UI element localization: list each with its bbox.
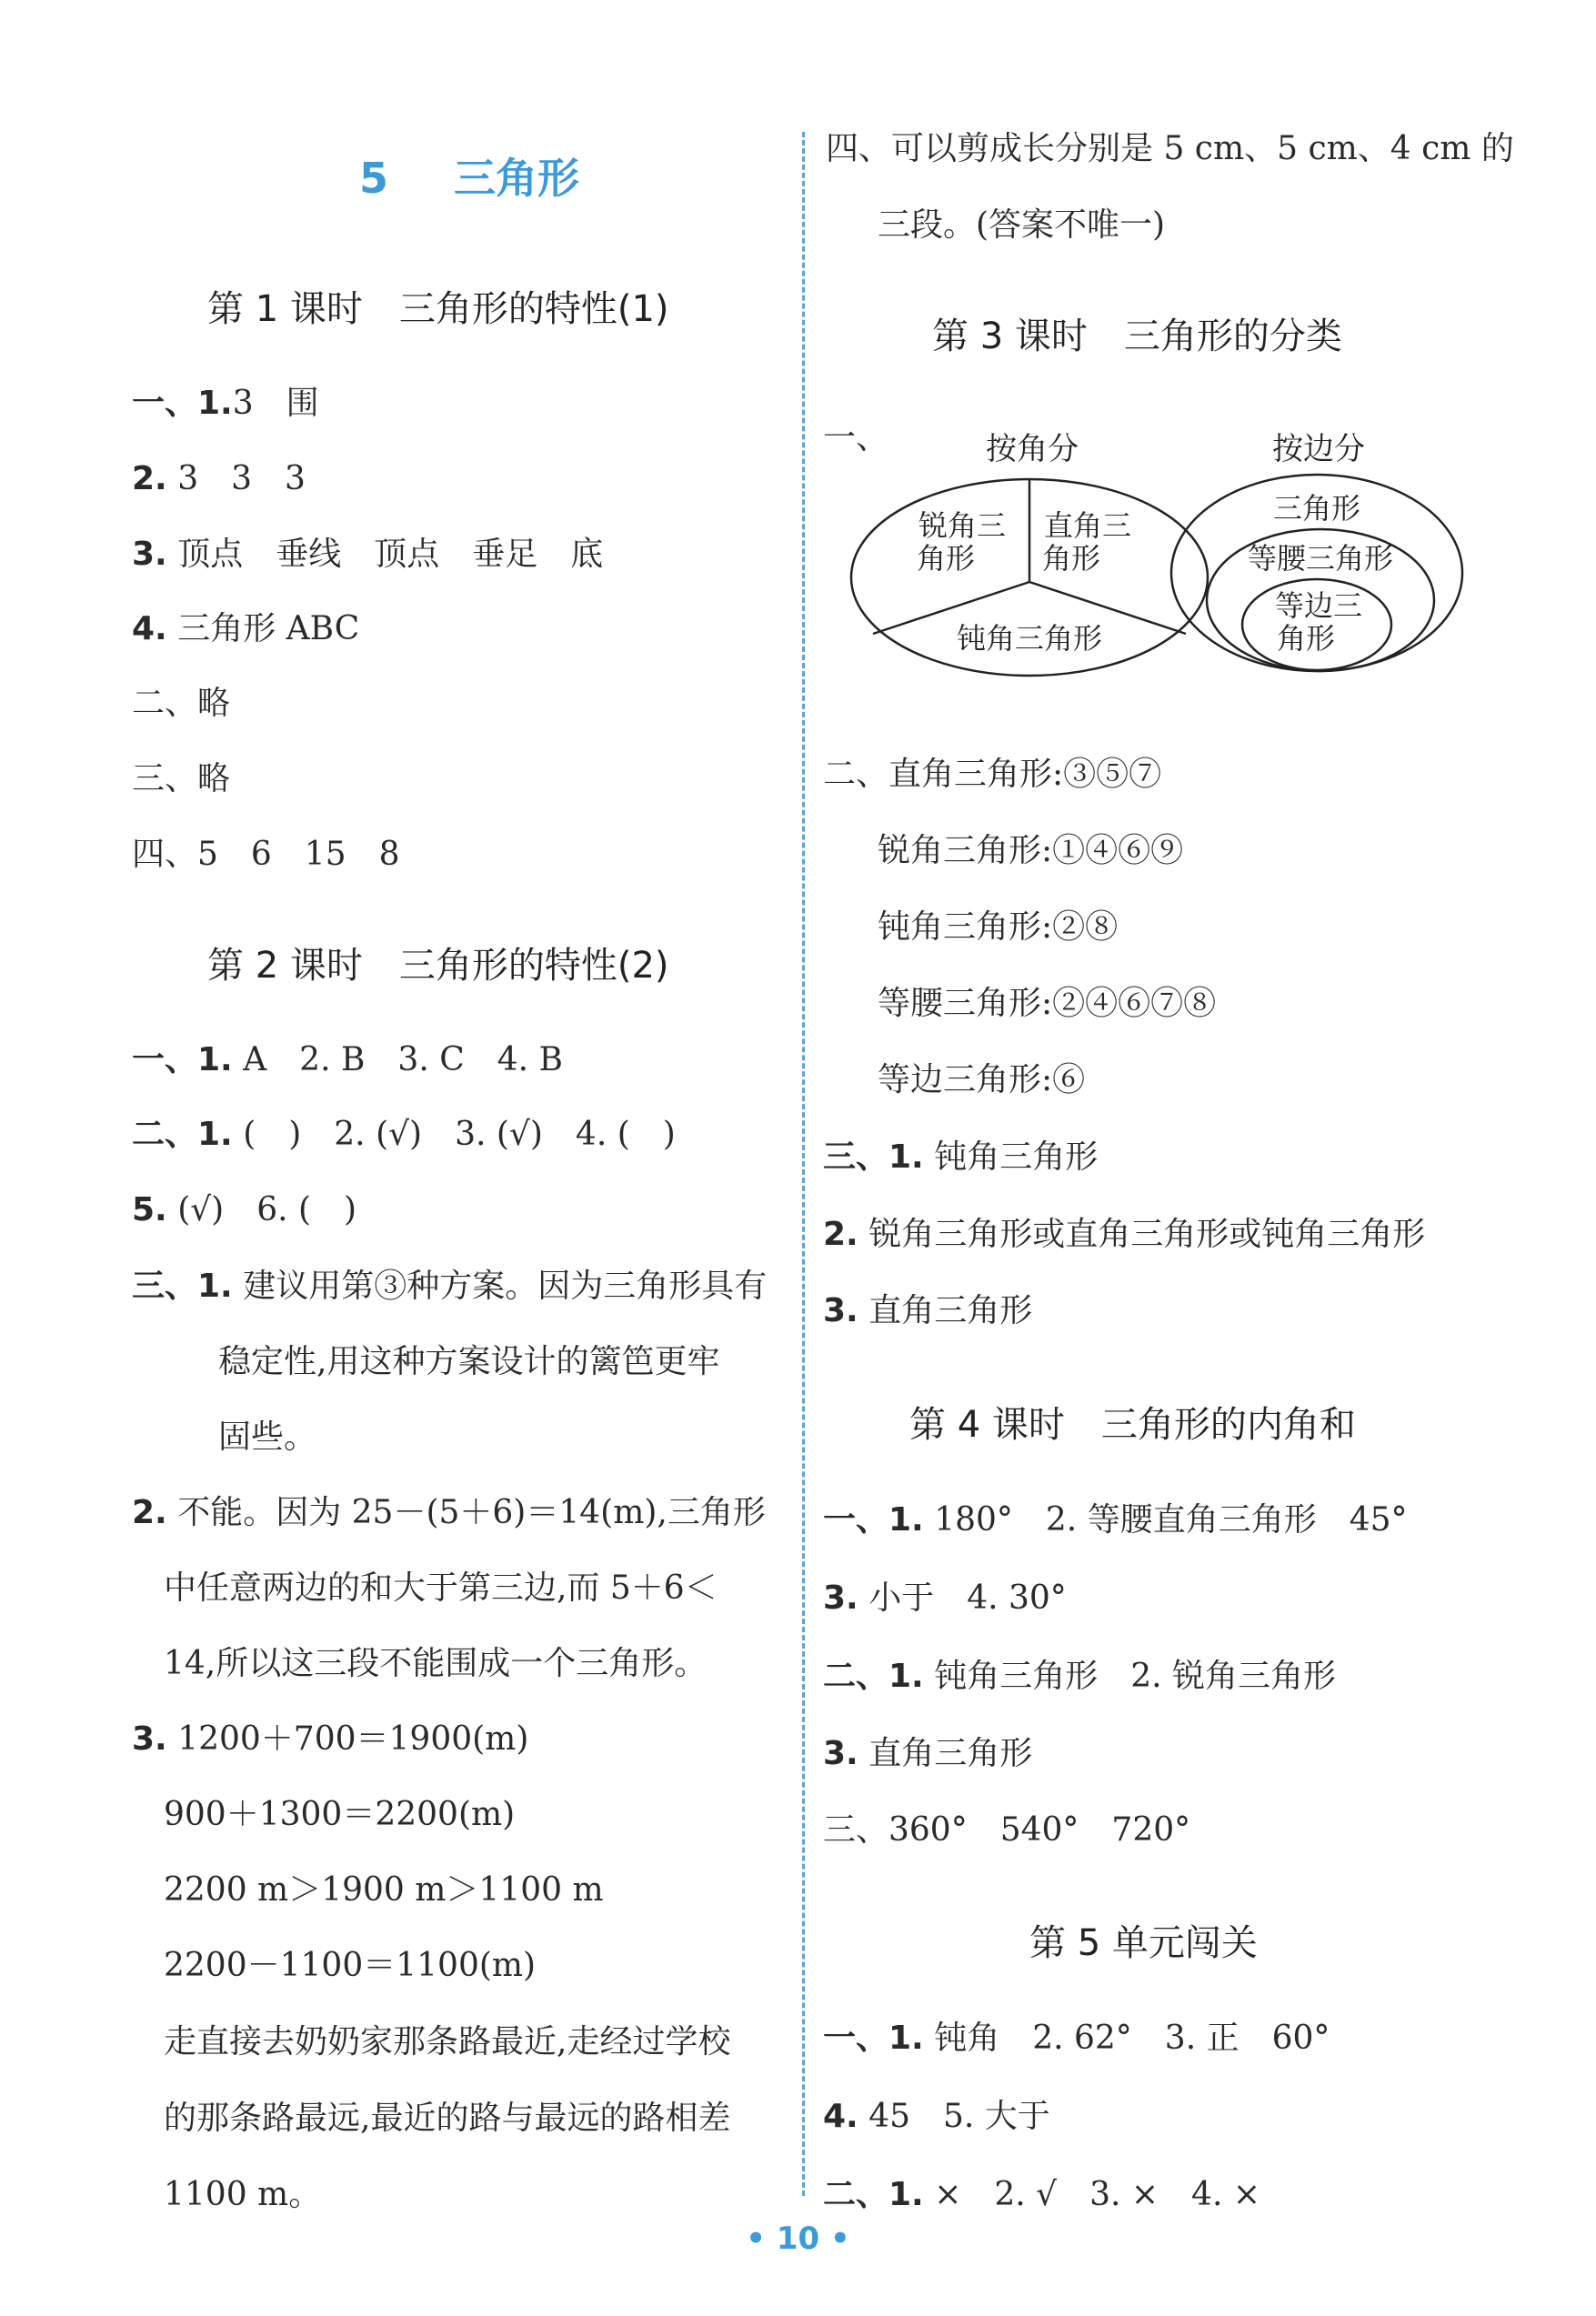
answer-line: 3. 小于 4. 30° — [823, 1579, 1067, 1617]
answer-line: 二、略 — [132, 685, 231, 722]
classification-diagram — [818, 423, 1510, 696]
unit-test-title: 第 5 单元闯关 — [1029, 1922, 1258, 1964]
unit-number: 5 — [359, 154, 389, 203]
outer-label: 三角形 — [1272, 491, 1361, 526]
right-label-1: 直角三 — [1043, 508, 1132, 543]
answer-line: 4. 45 5. 大于 — [823, 2098, 1050, 2135]
right-label-2: 角形 — [1041, 541, 1101, 576]
diagram-prefix: 一、 — [823, 419, 889, 456]
side-caption: 按边分 — [1272, 431, 1365, 467]
lesson-3-title: 第 3 课时 三角形的分类 — [932, 316, 1342, 357]
inner-label-1: 等边三 — [1274, 588, 1363, 623]
answer-line: 2200 m＞1900 m＞1100 m — [164, 1871, 604, 1909]
answer-line: 三、略 — [132, 760, 231, 797]
unit-name: 三角形 — [454, 154, 580, 203]
answer-line: 等腰三角形:②④⑥⑦⑧ — [878, 985, 1217, 1022]
lesson-2-title: 第 2 课时 三角形的特性(2) — [207, 945, 669, 987]
acute-label-2: 角形 — [916, 541, 976, 576]
answer-line: 稳定性,用这种方案设计的篱笆更牢 — [218, 1343, 720, 1380]
unit-title — [359, 145, 579, 206]
answer-line: 中任意两边的和大于第三边,而 5＋6＜ — [164, 1569, 718, 1607]
answer-line: 4. 三角形 ABC — [132, 610, 360, 647]
answer-line: 三段。(答案不唯一) — [878, 206, 1166, 244]
answer-line: 三、1. 建议用第③种方案。因为三角形具有 — [132, 1268, 768, 1305]
answer-line: 二、1. 钝角三角形 2. 锐角三角形 — [823, 1658, 1336, 1695]
answer-line: 3. 顶点 垂线 顶点 垂足 底 — [132, 536, 604, 573]
page-number: • 10 • — [746, 2221, 850, 2257]
answer-line: 2. 不能。因为 25－(5＋6)＝14(m),三角形 — [132, 1494, 766, 1531]
answer-line: 二、直角三角形:③⑤⑦ — [823, 756, 1162, 793]
answer-line: 二、1. × 2. √ 3. × 4. × — [823, 2176, 1260, 2213]
answer-line: 三、1. 钝角三角形 — [823, 1138, 1099, 1176]
lesson-1-title: 第 1 课时 三角形的特性(1) — [207, 288, 669, 330]
answer-line: 走直接去奶奶家那条路最近,走经过学校 — [164, 2023, 731, 2060]
angle-caption: 按角分 — [986, 431, 1079, 467]
column-divider — [802, 132, 805, 2196]
answer-line: 2. 3 3 3 — [132, 460, 306, 497]
answer-line: 5. (√) 6. ( ) — [132, 1191, 357, 1228]
answer-line: 固些。 — [218, 1419, 317, 1456]
answer-line: 2. 锐角三角形或直角三角形或钝角三角形 — [823, 1216, 1426, 1253]
acute-label-1: 锐角三 — [918, 508, 1007, 543]
answer-line: 3. 1200＋700＝1900(m) — [132, 1720, 529, 1758]
answer-line: 钝角三角形:②⑧ — [878, 908, 1119, 946]
answer-line: 四、可以剪成长分别是 5 cm、5 cm、4 cm 的 — [826, 130, 1514, 167]
answer-line: 三、360° 540° 720° — [823, 1811, 1191, 1849]
answer-line: 二、1. ( ) 2. (√) 3. (√) 4. ( ) — [132, 1116, 676, 1153]
answer-line: 3. 直角三角形 — [823, 1735, 1033, 1772]
inner-label-2: 角形 — [1276, 621, 1336, 656]
answer-line: 14,所以这三段不能围成一个三角形。 — [164, 1645, 708, 1682]
answer-line: 锐角三角形:①④⑥⑨ — [878, 832, 1184, 869]
lesson-4-title: 第 4 课时 三角形的内角和 — [909, 1404, 1356, 1446]
answer-line: 的那条路最远,最近的路与最远的路相差 — [164, 2100, 731, 2137]
answer-line: 900＋1300＝2200(m) — [164, 1796, 516, 1833]
obtuse-label: 钝角三角形 — [956, 621, 1103, 656]
answer-line: 1100 m。 — [164, 2176, 322, 2213]
answer-line: 一、1. A 2. B 3. C 4. B — [132, 1041, 564, 1078]
answer-line: 3. 直角三角形 — [823, 1292, 1033, 1329]
middle-label: 等腰三角形 — [1247, 541, 1394, 576]
answer-line: 一、1. 钝角 2. 62° 3. 正 60° — [823, 2020, 1330, 2057]
answer-line: 四、5 6 15 8 — [132, 836, 400, 873]
answer-line: 等边三角形:⑥ — [878, 1061, 1086, 1098]
answer-line: 一、1. 180° 2. 等腰直角三角形 45° — [823, 1501, 1408, 1539]
answer-line: 2200－1100＝1100(m) — [164, 1947, 537, 1984]
answer-line: 一、1.3 围 — [132, 385, 319, 422]
